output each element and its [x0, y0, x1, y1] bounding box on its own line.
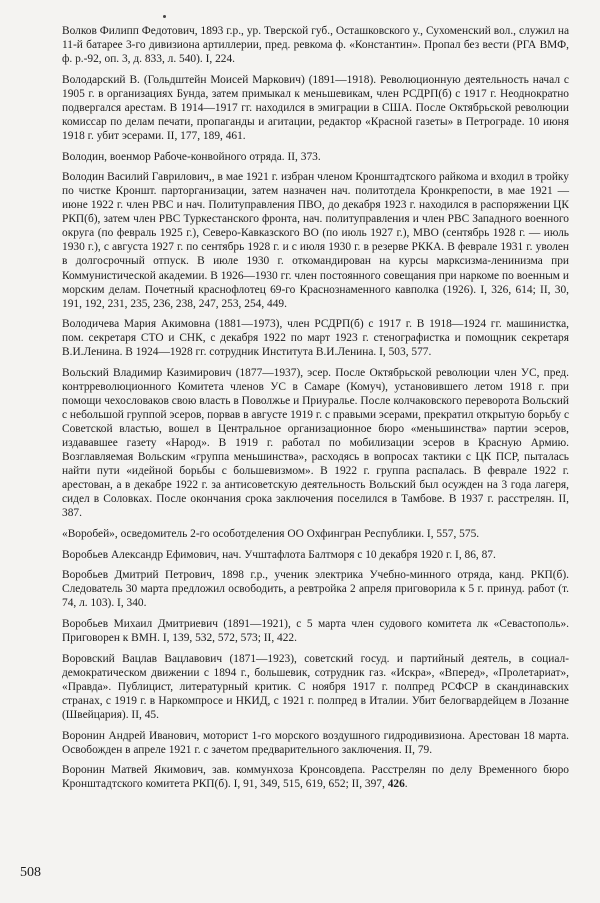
index-entry: Вольский Владимир Казимирович (1877—1937), эсер. После Октябрьской революции член УС, пред. контрреволюционного Комитета членов УС в Самаре (Комуч), установившего летом 1918 г. при помощи чехословаков свою власть в Поволжье и Приуралье. После колчаковского переворота Вольский с небольшой группой эсеров, порвав в августе 1919 г. с правыми эсерами, прекратил открытую борьбу с Советской властью, вошел в Центральное организационное бюро «меньшинства» партии эсеров, издававшее газету «Народ». В 1919 г. работал по мобилизации эсеров в Красную Армию. Возглавляемая Вольским «группа меньшинства», расходясь в вопросах тактики с ЦК ПСР, пыталась найти пути «идейной борьбы с большевизмом». В 1922 г. группа распалась. В феврале 1922 г. арестован, а в декабре 1922 г. за антисоветскую деятельность Вольский был осужден на 3 года лагеря, сидел в Соловках. После окончания срока заключения поселился в Тамбове. В 1937 г. расстрелян. II, 387. — [62, 367, 569, 520]
index-entry: Воробьев Дмитрий Петрович, 1898 г.р., ученик электрика Учебно-минного отряда, канд. РКП(б). Следователь 30 марта предложил освободить, а ревтройка 2 апреля приговорила к 5 г. принуд. работ (т. 74, л. 103). I, 340. — [62, 569, 569, 610]
index-entry: Володарский В. (Гольдштейн Моисей Маркович) (1891—1918). Революционную деятельность начал с 1905 г. в организациях Бунда, затем примыкал к меньшевикам, член РСДРП(б) с 1917 г. Неоднократно подвергался арестам. В 1914—1917 гг. находился в эмиграции в США. После Октябрьской революции комиссар по делам печати, пропаганды и агитации, редактор «Красной газеты» в Петрограде. 10 июня 1918 г. убит эсерами. II, 177, 189, 461. — [62, 73, 569, 142]
entry-tail: . — [404, 778, 408, 791]
entry-bold-reference: 426 — [387, 778, 405, 791]
index-entry: «Воробей», осведомитель 2-го особотделения ОО Охфингран Республики. I, 557, 575. — [62, 528, 480, 541]
decorative-dot — [163, 15, 166, 18]
page-number: 508 — [20, 865, 41, 880]
index-entry: Володин Василий Гаврилович,, в мае 1921 г. избран членом Кронштадтского райкома и входил в тройку по чистке Кроншт. парторганизации, затем назначен нач. политотдела Кронкрепости, в мае 1921 — июне 1922 г. член РВС и нач. Политуправления ПВО, до декабря 1923 г. находился в распоряжении ЦК РКП(б), затем член РВС Туркестанского фронта, нач. политуправления и член РВС Западного военного округа (по февраль 1925 г.), Северо-Кавказского ВО (по июль 1927 г.), МВО (сентябрь 1928 г. — июль 1930 г.), с августа 1927 г. по сентябрь 1928 г. и с июля 1930 г. в резерве РККА. В феврале 1931 г. уволен в долгосрочный отпуск. В июле 1930 г. откомандирован на курсы марксизма-ленинизма при Коммунистической академии. В 1926—1930 гг. член постоянного совещания при наркоме по военным и морским делам. Почетный краснофлотец 69-го Краснознаменного кавполка (1926). I, 326, 614; II, 30, 191, 192, 231, 235, 236, 238, 247, 253, 254, 449. — [62, 171, 569, 310]
index-entry — [62, 763, 569, 791]
index-entry: Володичева Мария Акимовна (1881—1973), член РСДРП(б) с 1917 г. В 1918—1924 гг. машинистка, пом. секретаря СТО и СНК, с декабря 1922 по март 1923 г. стенографистка и помощник секретаря В.И.Ленина. В 1924—1928 гг. сотрудник Института В.И.Ленина. I, 503, 577. — [62, 318, 569, 359]
index-entry: Воробьев Александр Ефимович, нач. Учштафлота Балтморя с 10 декабря 1920 г. I, 86, 87. — [62, 548, 496, 561]
index-entry: Воробьев Михаил Дмитриевич (1891—1921), с 5 марта член судового комитета лк «Севастополь». Приговорен к ВМН. I, 139, 532, 572, 573; II, 422. — [62, 618, 569, 645]
index-entry: Воронин Андрей Иванович, моторист 1-го морского воздушного гидродивизиона. Арестован 18 марта. Освобожден в апреле 1921 г. с зачетом предварительного заключения. II, 79. — [62, 729, 569, 756]
index-text-column — [62, 24, 569, 798]
index-entry: Володин, военмор Рабоче-конвойного отряда. II, 373. — [62, 150, 321, 163]
index-entry: Волков Филипп Федотович, 1893 г.р., ур. Тверской губ., Осташковского у., Сухоменский вол., служил на 11-й батарее 3-го дивизиона артиллерии, пред. ревкома ф. «Константин». Пропал без вести (РГА ВМФ, ф. р.-92, оп. 3, д. 833, л. 540). I, 224. — [62, 25, 569, 66]
index-entry: Воровский Вацлав Вацлавович (1871—1923), советский госуд. и партийный деятель, в социал-демократическом движении с 1894 г., большевик, сотрудник газ. «Искра», «Вперед», «Пролетариат», «Правда». Публицист, литературный критик. С ноября 1917 г. полпред РСФСР в скандинавских странах, с 1919 г. в Наркомпросе и НКИД, с 1921 г. полпред в Италии. Убит белогвардейцем в Лозанне (Швейцария). II, 45. — [62, 652, 569, 721]
entry-text: Воронин Матвей Якимович, зав. коммунхоза Кронсовдепа. Расстрелян по делу Временного бюро Кронштадтского комитета РКП(б). I, 91, 349, 515, 619, 652; II, 397, — [62, 764, 569, 791]
